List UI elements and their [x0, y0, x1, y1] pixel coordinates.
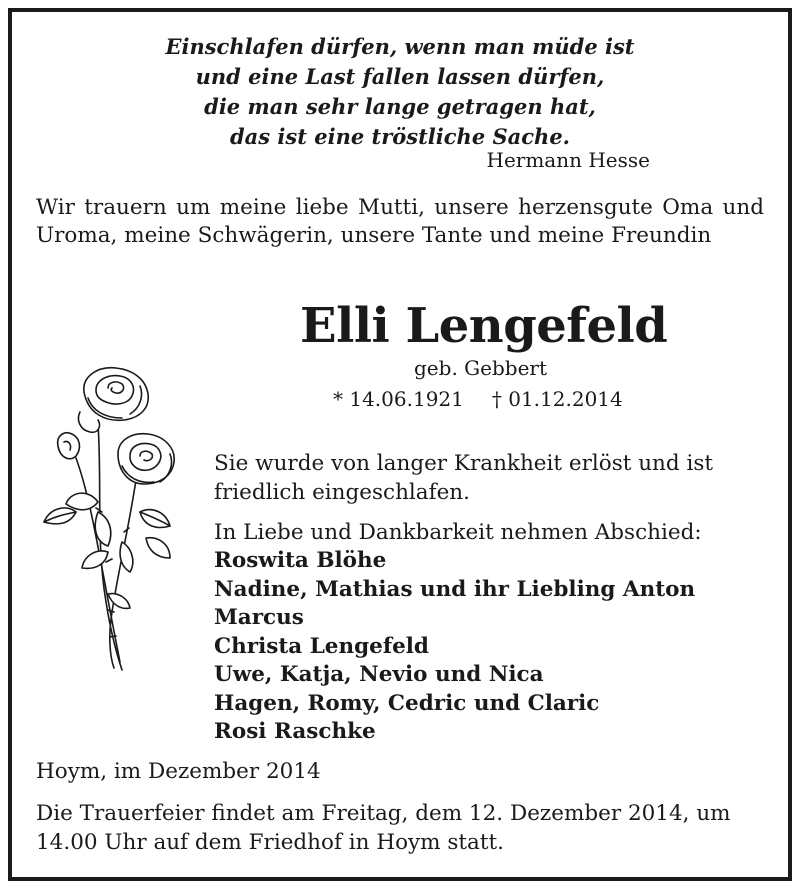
mourner-item: Christa Lengefeld: [214, 633, 429, 659]
place-date: Hoym, im Dezember 2014: [36, 759, 321, 784]
quote: [0, 32, 800, 152]
deceased-name: Elli Lengefeld: [300, 298, 668, 354]
funeral-info: Die Trauerfeier findet am Freitag, dem 12. Dezember 2014, um 14.00 Uhr auf dem Friedhof in Hoym statt.: [36, 801, 731, 855]
mourner-item: Hagen, Romy, Cedric und Claric: [214, 690, 600, 716]
quote-line: Einschlafen dürfen, wenn man müde ist: [165, 34, 635, 59]
mourner-item: Uwe, Katja, Nevio und Nica: [214, 662, 544, 687]
intro-text: Wir trauern um meine liebe Mutti, unsere herzensgute Oma und Uroma, meine Schwägerin, unsere Tante und meine Freundin: [36, 195, 764, 248]
birth-name: geb. Gebbert: [414, 356, 548, 380]
quote-line: und eine Last fallen lassen dürfen,: [195, 64, 605, 89]
life-dates: [333, 387, 623, 411]
death-date: † 01.12.2014: [491, 387, 623, 411]
message-text: Sie wurde von langer Krankheit erlöst und ist friedlich eingeschlafen.: [214, 451, 714, 505]
mourner-item: Rosi Raschke: [214, 719, 376, 744]
mourner-item: Marcus: [214, 605, 304, 630]
quote-author: Hermann Hesse: [486, 148, 650, 172]
quote-line: die man sehr lange getragen hat,: [204, 94, 596, 119]
birth-date: * 14.06.1921: [333, 387, 464, 411]
quote-line: das ist eine tröstliche Sache.: [230, 124, 570, 149]
mourners-list: [214, 547, 695, 747]
mourner-item: Roswita Blöhe: [214, 548, 387, 573]
rose-icon: [36, 362, 186, 674]
mourner-item: Nadine, Mathias und ihr Liebling Anton: [214, 576, 696, 602]
farewell-text: In Liebe und Dankbarkeit nehmen Abschied:: [214, 520, 702, 545]
